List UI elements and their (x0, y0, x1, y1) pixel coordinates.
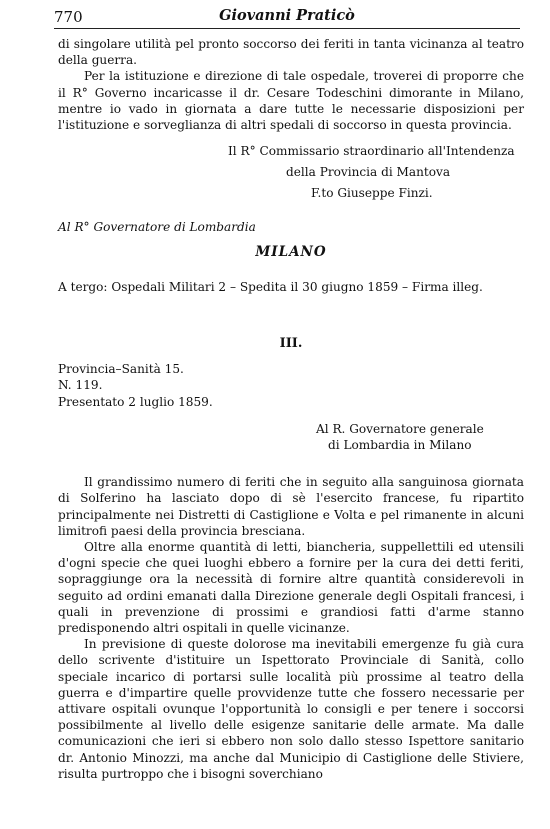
section-number: III. (279, 336, 303, 352)
paragraph: In previsione di queste dolorose ma inevitabili emergenze fu già cura dello scrivente d'istituire un Ispettorato Provinciale di Sanità, collo speciale incarico di portarsi sulle località più prossime al teatro della guerra e d'impartire quelle provvidenze tutte che fossero necessarie per attivare ospitali ovunque l'opportunità lo consigli e per tenere i soccorsi possibilmente al livello delle esigenze sanitarie delle armate. Ma dalle comunicazioni che ieri si ebbero non solo dallo stesso Ispettore sanitario dr. Antonio Minozzi, ma anche dal Municipio di Castiglione delle Stiviere, risulta purtroppo che i bisogni soverchiano (58, 637, 524, 781)
registry-line: N. 119. (58, 378, 103, 393)
tergo-note: A tergo: Ospedali Militari 2 – Spedita il 30 giugno 1859 – Firma illeg. (58, 280, 483, 295)
paragraph: di singolare utilità pel pronto soccorso dei feriti in tanta vicinanza al teatro della guerra. (58, 37, 524, 68)
registry-line: Provincia–Sanità 15. (58, 362, 184, 377)
signature-line: F.to Giuseppe Finzi. (311, 186, 433, 201)
city-heading: MILANO (255, 244, 327, 261)
paragraph: Il grandissimo numero di feriti che in seguito alla sanguinosa giornata di Solferino ha lasciato dopo di sè l'esercito francese, fu ripartito principalmente nei Distretti di Castiglione e Volta e pel rimanente in alcuni limitrofi paesi della provincia bresciana. (58, 475, 524, 538)
signature-line: della Provincia di Mantova (286, 165, 451, 180)
document-body (58, 36, 524, 782)
addressee-line: Al R. Governatore generale (316, 421, 484, 436)
page-header (54, 6, 520, 29)
registry-line: Presentato 2 luglio 1859. (58, 394, 213, 409)
addressee-block (316, 421, 524, 453)
signature-line: Il R° Commissario straordinario all'Intendenza (228, 144, 515, 159)
addressee-line: di Lombardia in Milano (328, 438, 472, 453)
signature-block (228, 141, 524, 204)
paragraph: Oltre alla enorme quantità di letti, biancheria, suppellettili ed utensili d'ogni specie che quei luoghi ebbero a fornire per la cura dei detti feriti, sopraggiunge ora la necessità di fornire altre quantità considerevoli in seguito ad ordini emanati dalla Direzione generale degli Ospitali francesi, i quali in prevenzione di prossimi e grandiosi fatti d'arme stanno predisponendo altri ospitali in quelle vicinanze. (58, 540, 524, 636)
running-title: Giovanni Praticò (219, 7, 355, 24)
paragraph: Per la istituzione e direzione di tale ospedale, troverei di proporre che il R° Governo incaricasse il dr. Cesare Todeschini dimorante in Milano, mentre io vado in giornata a dare tutte le necessarie disposizioni per l'istituzione e sorveglianza di altri spedali di soccorso in questa provincia. (58, 69, 524, 133)
page-number: 770 (54, 8, 83, 26)
registry-block (58, 361, 524, 410)
address-line: Al R° Governatore di Lombardia (58, 220, 256, 235)
